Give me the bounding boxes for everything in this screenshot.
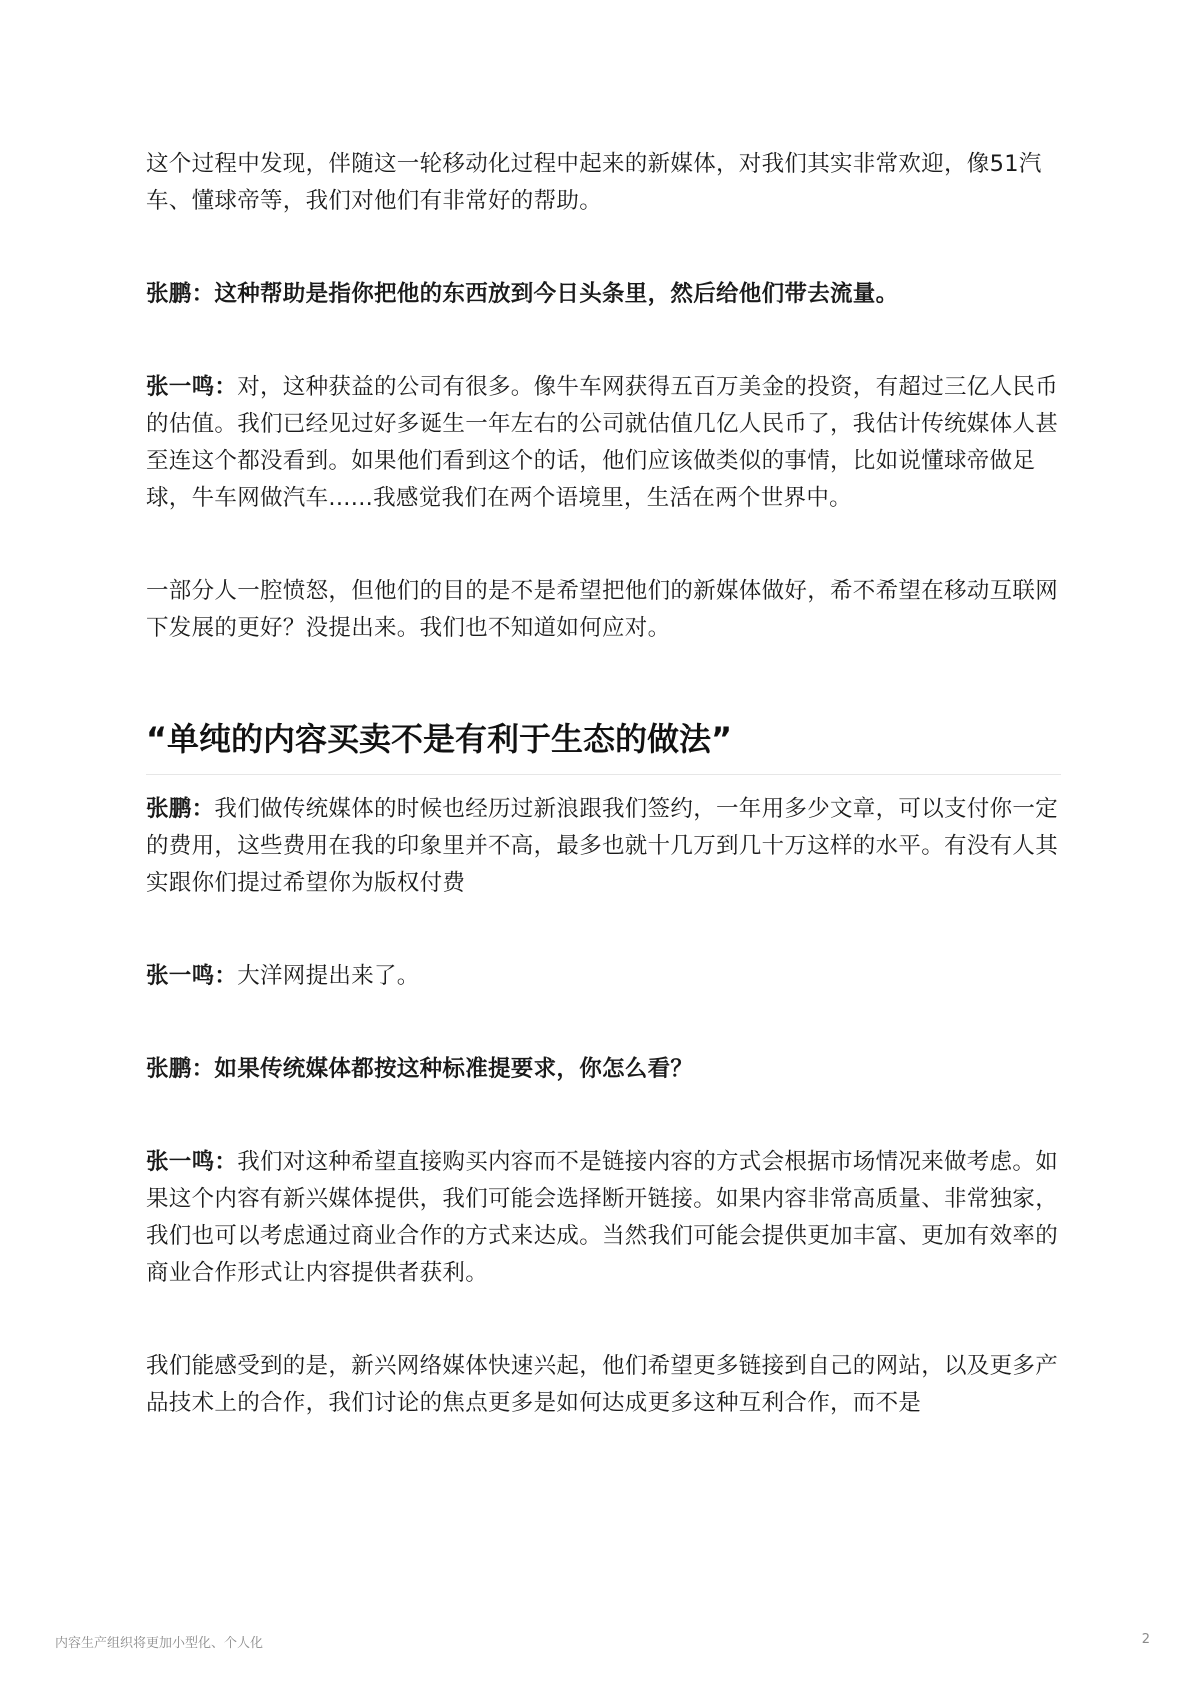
paragraph-text: 我们对这种希望直接购买内容而不是链接内容的方式会根据市场情况来做考虑。如果这个内容有新兴媒体提供，我们可能会选择断开链接。如果内容非常高质量、非常独家，我们也可以考虑通过商业合作的方式来达成。当然我们可能会提供更加丰富、更加有效率的商业合作形式让内容提供者获利。 xyxy=(146,1149,1059,1286)
question-paragraph xyxy=(146,276,1061,313)
paragraph-text: 如果传统媒体都按这种标准提要求，你怎么看？ xyxy=(214,1056,694,1082)
paragraph-text: 大洋网提出来了。 xyxy=(237,963,420,989)
section-heading: “单纯的内容买卖不是有利于生态的做法” xyxy=(146,719,1061,775)
answer-paragraph xyxy=(146,958,1061,995)
footer-document-title: 内容生产组织将更加小型化、个人化 xyxy=(55,1636,264,1651)
speaker-label: 张鹏： xyxy=(146,796,215,822)
paragraph-text: 我们能感受到的是，新兴网络媒体快速兴起，他们希望更多链接到自己的网站，以及更多产品技术上的合作，我们讨论的焦点更多是如何达成更多这种互利合作，而不是 xyxy=(146,1353,1059,1416)
speaker-label: 张一鸣： xyxy=(146,374,238,400)
paragraph-text: 这种帮助是指你把他的东西放到今日头条里，然后给他们带去流量。 xyxy=(214,281,899,307)
paragraph-text: 一部分人一腔愤怒，但他们的目的是不是希望把他们的新媒体做好，希不希望在移动互联网下发展的更好？没提出来。我们也不知道如何应对。 xyxy=(146,578,1059,641)
question-paragraph xyxy=(146,1051,1061,1088)
article-body xyxy=(146,146,1061,1422)
footer-page-number: 2 xyxy=(1141,1632,1150,1647)
paragraph-intro xyxy=(146,146,1061,220)
speaker-label: 张一鸣： xyxy=(146,963,238,989)
answer-paragraph xyxy=(146,369,1061,517)
speaker-label: 张鹏： xyxy=(146,281,215,307)
paragraph xyxy=(146,573,1061,647)
paragraph-text: 我们做传统媒体的时候也经历过新浪跟我们签约，一年用多少文章，可以支付你一定的费用，这些费用在我的印象里并不高，最多也就十几万到几十万这样的水平。有没有人其实跟你们提过希望你为版权付费 xyxy=(146,796,1059,896)
answer-paragraph xyxy=(146,1144,1061,1292)
paragraph xyxy=(146,1348,1061,1422)
speaker-label: 张一鸣： xyxy=(146,1149,238,1175)
paragraph-text: 对，这种获益的公司有很多。像牛车网获得五百万美金的投资，有超过三亿人民币的估值。我们已经见过好多诞生一年左右的公司就估值几亿人民币了，我估计传统媒体人甚至连这个都没看到。如果他们看到这个的话，他们应该做类似的事情，比如说懂球帝做足球，牛车网做汽车......我感觉我们在两个语境里，生活在两个世界中。 xyxy=(146,374,1059,511)
question-paragraph xyxy=(146,791,1061,902)
speaker-label: 张鹏： xyxy=(146,1056,215,1082)
paragraph-text: 这个过程中发现，伴随这一轮移动化过程中起来的新媒体，对我们其实非常欢迎，像51汽车、懂球帝等，我们对他们有非常好的帮助。 xyxy=(146,151,1042,214)
